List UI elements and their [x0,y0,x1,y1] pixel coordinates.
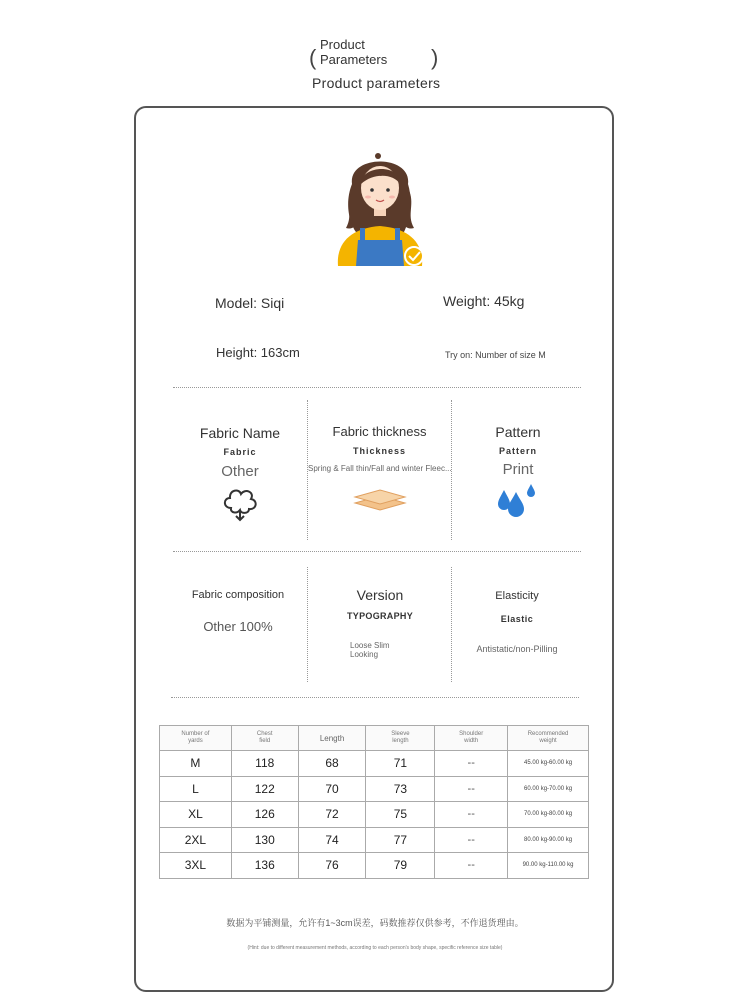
table-cell: 71 [366,751,435,777]
table-cell: 77 [366,827,435,853]
header-cell: Number of yards [160,726,232,751]
elasticity-sub: Elastic [500,614,534,624]
header-subtitle: Product parameters [312,75,441,91]
table-cell: 122 [231,776,298,802]
table-cell: 80.00 kg-90.00 kg [508,827,589,853]
fabric-name-title: Fabric Name [199,425,281,441]
header-cell: Length [298,726,366,751]
table-cell: -- [435,776,508,802]
header-cell: Sleeve length [366,726,435,751]
fabric-name-sub: Fabric [223,447,257,457]
table-cell: 72 [298,802,366,828]
fabric-name-value: Other [221,463,259,480]
table-cell: -- [435,802,508,828]
table-cell: 74 [298,827,366,853]
divider [173,387,581,388]
table-cell: 75 [366,802,435,828]
table-cell: 60.00 kg-70.00 kg [508,776,589,802]
right-paren: ) [431,45,439,70]
cotton-icon [175,486,305,527]
table-cell: 68 [298,751,366,777]
table-cell: 90.00 kg-110.00 kg [508,853,589,879]
layers-icon [308,485,451,520]
fabric-thickness-sub: Thickness [352,446,407,456]
table-cell: -- [435,751,508,777]
table-cell: 3XL [160,853,232,879]
table-row [160,776,589,802]
table-cell: 45.00 kg-60.00 kg [508,751,589,777]
left-paren: ( [309,45,317,70]
divider [173,551,581,552]
table-cell: 70 [298,776,366,802]
table-row [160,751,589,777]
fabric-thickness-value: Spring & Fall thin/Fall and winter Fleec... [308,464,452,473]
version-value-2: Looking [350,650,379,659]
model-avatar [330,144,430,274]
table-cell: 76 [298,853,366,879]
fabric-thickness-title: Fabric thickness [332,424,427,439]
table-cell: 2XL [160,827,232,853]
pattern-sub: Pattern [498,446,537,456]
table-cell: M [160,751,232,777]
header-cell: Chest field [231,726,298,751]
elasticity-cell [453,590,581,654]
header-cell: Shoulder width [435,726,508,751]
header-title-line2: Parameters [320,52,388,67]
table-header-row [160,726,589,751]
table-cell: 73 [366,776,435,802]
divider [171,697,579,698]
fabric-name-cell [175,425,305,527]
table-cell: L [160,776,232,802]
pattern-value: Print [502,461,534,478]
table-cell: 130 [231,827,298,853]
model-name: Model: Siqi [215,295,285,311]
model-height: Height: 163cm [216,345,300,360]
fabric-composition-cell [173,589,303,634]
table-cell: 136 [231,853,298,879]
pattern-title: Pattern [495,424,541,440]
table-cell: 79 [366,853,435,879]
size-table [159,725,589,879]
table-cell: -- [435,827,508,853]
elasticity-value: Antistatic/non-Pilling [476,644,558,654]
fabric-thickness-cell [308,424,451,520]
table-cell: 118 [231,751,298,777]
footer-note-cn: 数据为平铺测量，允许有1~3cm误差，码数推荐仅供参考，不作退货理由。 [226,918,524,928]
version-sub: TYPOGRAPHY [346,611,413,621]
table-row [160,802,589,828]
pattern-cell [453,424,583,523]
model-weight: Weight: 45kg [443,293,525,309]
footer-note-en: (Hint: due to different measurement methods, according to each person's body shape, specific reference size table) [247,945,503,951]
version-value-1: Loose Slim [350,641,390,650]
table-cell: XL [160,802,232,828]
elasticity-title: Elasticity [495,590,539,602]
version-cell [310,587,450,659]
version-title: Version [356,587,404,603]
table-row [160,827,589,853]
table-row [160,853,589,879]
table-cell: -- [435,853,508,879]
column-divider [451,567,452,682]
table-cell: 70.00 kg-80.00 kg [508,802,589,828]
drops-icon [453,482,583,523]
fabric-composition-value: Other 100% [203,619,273,634]
fabric-composition-title: Fabric composition [191,589,285,601]
header-cell: Recommended weight [508,726,589,751]
model-try-on: Try on: Number of size M [445,350,546,360]
column-divider [307,567,308,682]
header-title-line1: Product [320,37,365,52]
table-cell: 126 [231,802,298,828]
